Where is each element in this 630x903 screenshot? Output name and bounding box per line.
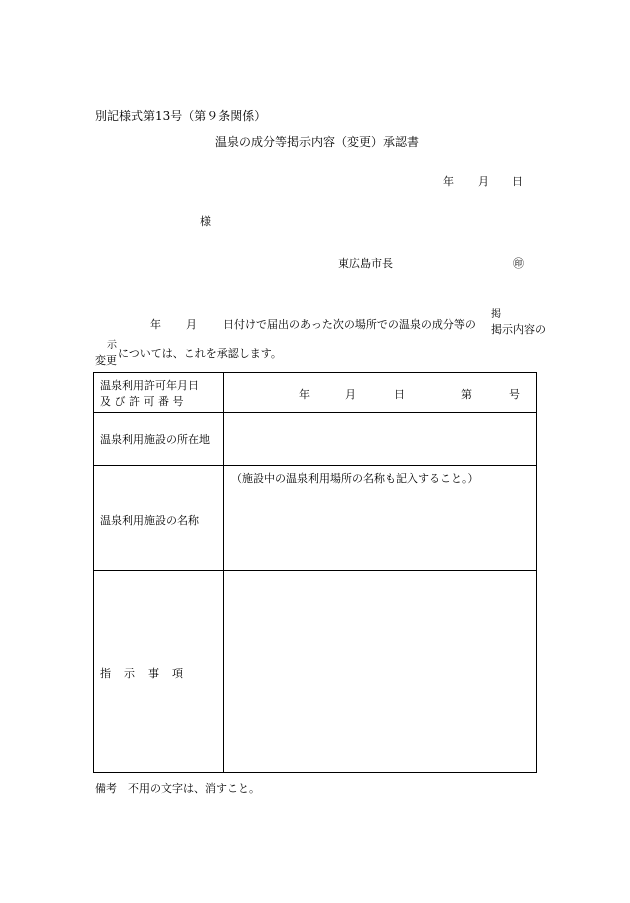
seal-mark: ㊞ — [513, 257, 524, 270]
row1-year: 年 — [299, 388, 310, 401]
body-year: 年 — [150, 318, 161, 331]
date-day: 日 — [512, 175, 523, 188]
addressee-suffix: 様 — [200, 215, 211, 228]
body-month: 月 — [186, 318, 197, 331]
body-ruby-2: 示 — [107, 340, 117, 351]
body-text-1: 日付けで届出のあった次の場所での温泉の成分等の — [223, 318, 476, 331]
document-title: 温泉の成分等掲示内容（変更）承認書 — [215, 135, 420, 149]
row3-note: （施設中の温泉利用場所の名称も記入すること。） — [231, 472, 479, 485]
row1-label-line1: 温泉利用許可年月日 — [100, 379, 199, 392]
table-row-divider-1 — [94, 412, 536, 413]
row1-dai: 第 — [461, 388, 472, 401]
row1-go: 号 — [509, 388, 520, 401]
date-month: 月 — [478, 175, 489, 188]
table-row-divider-2 — [94, 465, 536, 466]
row4-label: 指 示 事 項 — [100, 667, 184, 680]
body-option-1: 掲示内容の — [491, 323, 546, 336]
row1-label-line2: 及 び 許 可 番 号 — [100, 395, 184, 408]
info-table — [93, 372, 537, 773]
form-number: 別記様式第13号（第９条関係） — [95, 109, 267, 123]
date-year: 年 — [443, 175, 454, 188]
body-ruby-1: 掲 — [491, 309, 501, 320]
issuer-name: 東広島市長 — [338, 257, 393, 270]
body-option-2: 変更 — [95, 354, 117, 367]
row3-label: 温泉利用施設の名称 — [100, 514, 199, 527]
remarks: 備考 不用の文字は、消すこと。 — [95, 782, 260, 795]
table-row-divider-3 — [94, 570, 536, 571]
row1-day: 日 — [394, 388, 405, 401]
row2-label: 温泉利用施設の所在地 — [100, 433, 210, 446]
row1-month: 月 — [345, 388, 356, 401]
body-text-2: については、これを承認します。 — [118, 347, 282, 360]
table-column-divider — [223, 373, 224, 772]
